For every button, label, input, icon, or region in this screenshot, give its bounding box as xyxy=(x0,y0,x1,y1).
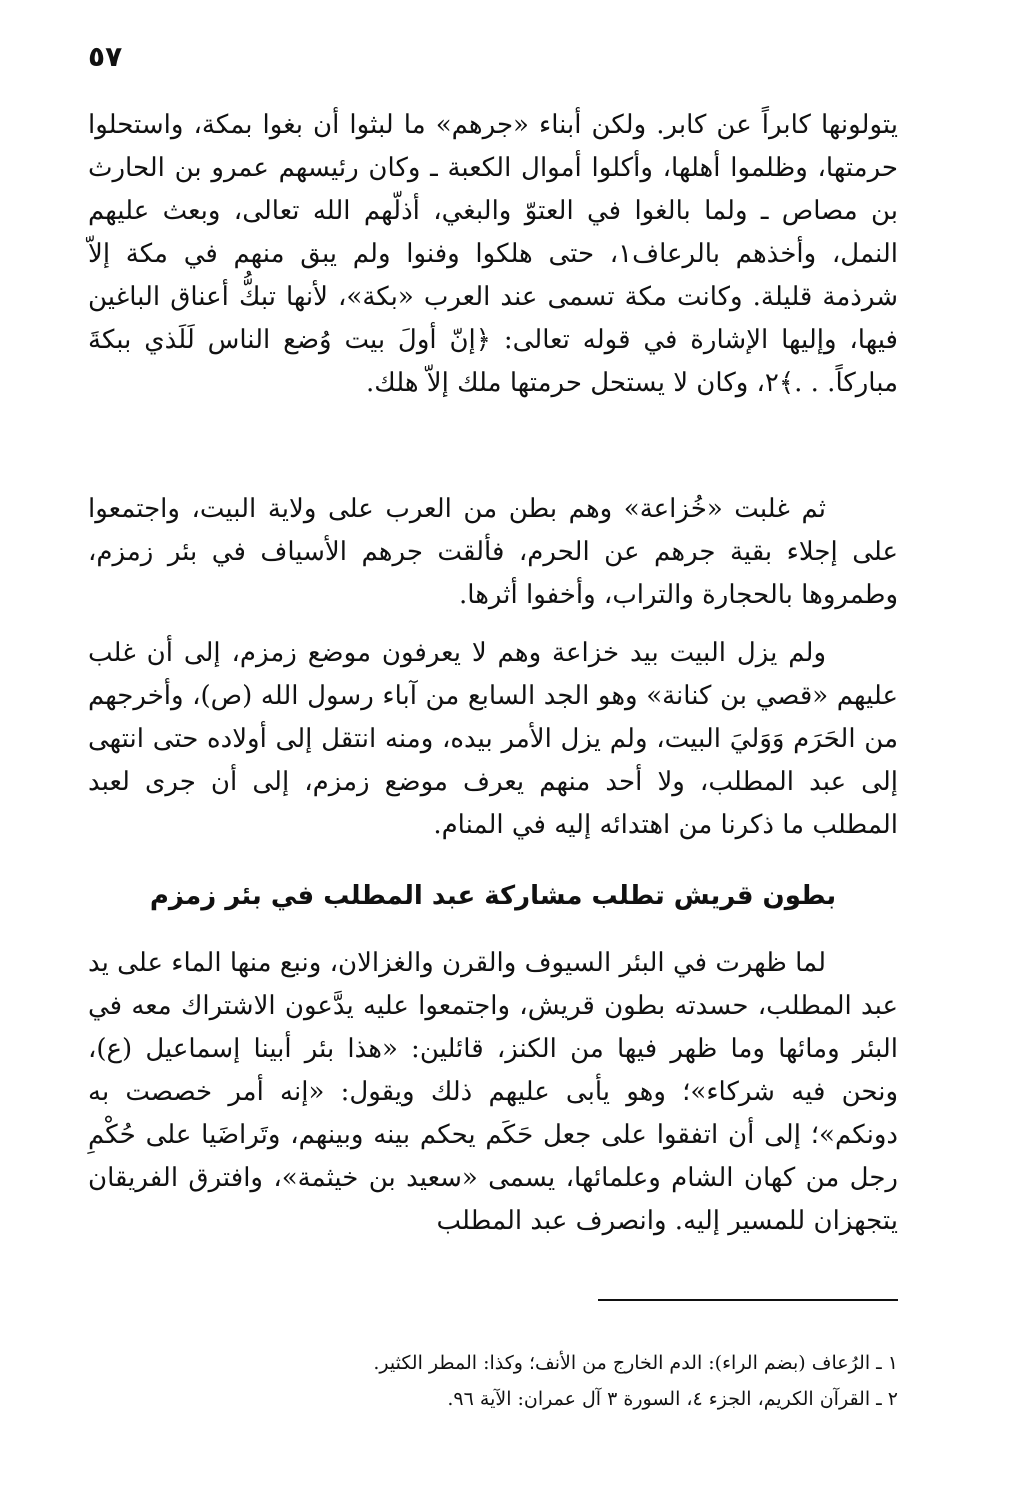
paragraph-1-block xyxy=(88,104,898,405)
body-paragraph: ولم يزل البيت بيد خزاعة وهم لا يعرفون موضع زمزم، إلى أن غلب عليهم «قصي بن كنانة» وهو الجد السابع من آباء رسول الله (ص)، وأخرجهم من الحَرَم وَوَليَ البيت، ولم يزل الأمر بيده، ومنه انتقل إلى أولاده حتى انتهى إلى عبد المطلب، ولا أحد منهم يعرف موضع زمزم، إلى أن جرى لعبد المطلب ما ذكرنا من اهتدائه إليه في المنام. xyxy=(88,638,898,840)
paragraph-2-block xyxy=(88,488,898,617)
footnote-1: ١ ـ الرُعاف (بضم الراء): الدم الخارج من الأنف؛ وكذا: المطر الكثير. xyxy=(373,1352,898,1374)
body-paragraph: ثم غلبت «خُزاعة» وهم بطن من العرب على ولاية البيت، واجتمعوا على إجلاء بقية جرهم عن الحرم، فألقت جرهم الأسياف في بئر زمزم، وطمروها بالحجارة والتراب، وأخفوا أثرها. xyxy=(88,494,899,610)
paragraph-3-block xyxy=(88,632,898,847)
footnotes xyxy=(88,1345,898,1417)
page-number: ٥٧ xyxy=(88,40,123,73)
footnote-divider xyxy=(598,1299,898,1301)
section-heading: بطون قريش تطلب مشاركة عبد المطلب في بئر زمزم xyxy=(149,881,837,911)
section-paragraph-block xyxy=(88,942,898,1243)
body-paragraph: يتولونها كابراً عن كابر. ولكن أبناء «جرهم» ما لبثوا أن بغوا بمكة، واستحلوا حرمتها، وظلموا أهلها، وأكلوا أموال الكعبة ـ وكان رئيسهم عمرو بن الحارث بن مصاص ـ ولما بالغوا في العتوّ والبغي، أذلّهم الله تعالى، وبعث عليهم النمل، وأخذهم بالرعاف١، حتى هلكوا وفنوا ولم يبق منهم في مكة إلاّ شرذمة قليلة. وكانت مكة تسمى عند العرب «بكة»، لأنها تبكُّ أعناق الباغين فيها، وإليها الإشارة في قوله تعالى: ﴿إنّ أولَ بيت وُضع الناس لَلَذي ببكةَ مباركاً. . .﴾٢، وكان لا يستحل حرمتها ملك إلاّ هلك. xyxy=(88,110,898,398)
body-paragraph: لما ظهرت في البئر السيوف والقرن والغزالان، ونبع منها الماء على يد عبد المطلب، حسدته بطون قريش، واجتمعوا عليه يدَّعون الاشتراك معه في البئر ومائها وما ظهر فيها من الكنز، قائلين: «هذا بئر أبينا إسماعيل (ع)، ونحن فيه شركاء»؛ وهو يأبى عليهم ذلك ويقول: «إنه أمر خصصت به دونكم»؛ إلى أن اتفقوا على جعل حَكَم يحكم بينه وبينهم، وتَراضَيا على حُكْمِ رجل من كهان الشام وعلمائها، يسمى «سعيد بن خيثمة»، وافترق الفريقان يتجهزان للمسير إليه. وانصرف عبد المطلب xyxy=(88,948,898,1236)
footnote-2: ٢ ـ القرآن الكريم، الجزء ٤، السورة ٣ آل عمران: الآية ٩٦. xyxy=(447,1388,898,1410)
